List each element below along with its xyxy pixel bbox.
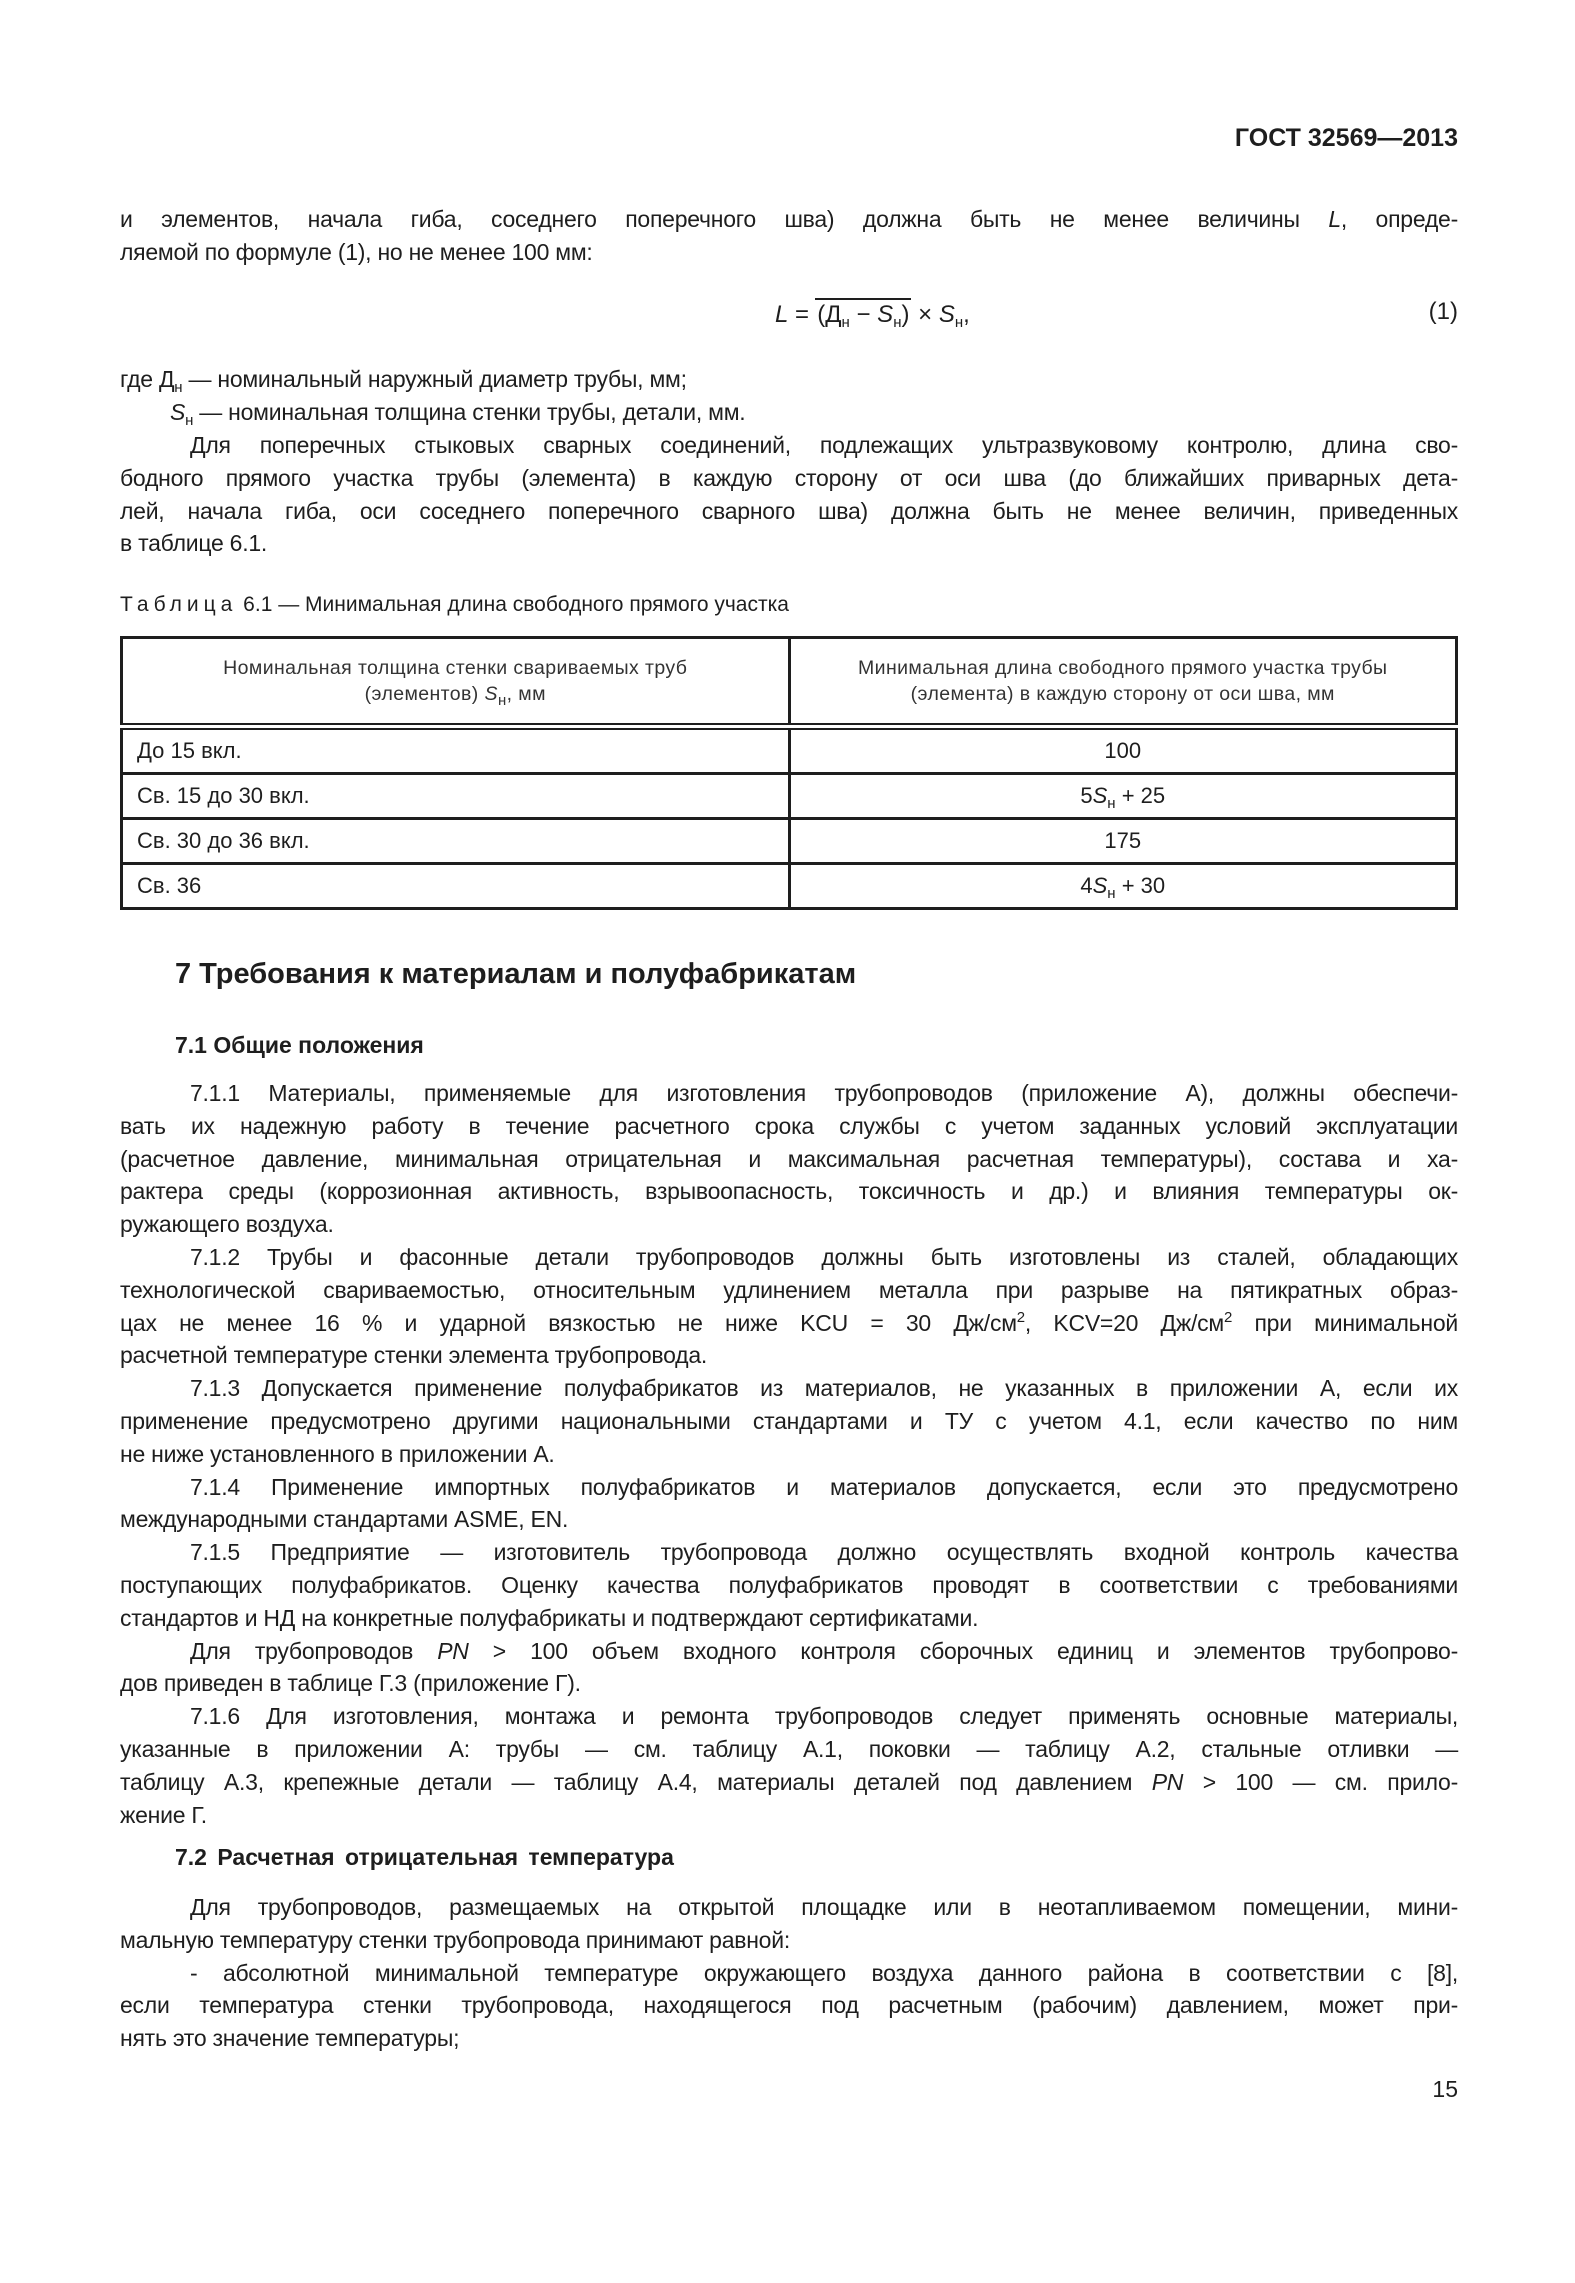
- text-line: [120, 1241, 1458, 1274]
- text-line: [120, 1077, 1458, 1110]
- text-line: [120, 1372, 1458, 1405]
- text-run: при минимальной: [1232, 1309, 1458, 1336]
- table-caption-prefix: Таблица: [120, 593, 238, 616]
- text-run: технологической свариваемостью, относительным удлинением металла при разрыве на пятикратных образ-: [120, 1276, 1458, 1303]
- text-line: [120, 1405, 1458, 1438]
- text-run: (элементов): [364, 683, 485, 705]
- subscript: н: [1107, 795, 1116, 812]
- text-run: международными стандартами ASME, EN.: [120, 1506, 569, 1533]
- header-line: [805, 681, 1442, 707]
- text-line: [120, 1339, 1458, 1372]
- square-root: [815, 298, 911, 330]
- italic-symbol: PN: [437, 1637, 469, 1664]
- text-run: + 30: [1115, 873, 1166, 898]
- header-line: [137, 655, 774, 681]
- formula-operator: −: [849, 301, 878, 328]
- text-line: [120, 1700, 1458, 1733]
- text-run: применение предусмотрено другими национальными стандартами и ТУ с учетом 4.1, если качество по ним: [120, 1407, 1458, 1434]
- text-line: [120, 1438, 1458, 1471]
- table-6-1: [120, 636, 1458, 910]
- text-line: [120, 1733, 1458, 1766]
- text-run: 7.1.4 Применение импортных полуфабрикатов и материалов допускается, если это предусмотрено: [190, 1473, 1458, 1500]
- text-run: ляемой по формуле (1), но не менее 100 мм:: [120, 238, 593, 265]
- text-run: Св. 36: [137, 873, 202, 898]
- text-run: ружающего воздуха.: [120, 1211, 334, 1238]
- text-run: рактера среды (коррозионная активность, взрывоопасность, токсичность и др.) и влияния температуры ок-: [120, 1178, 1458, 1205]
- formula-lhs: L =: [775, 301, 816, 328]
- text-run: Номинальная толщина стенки свариваемых труб: [223, 657, 688, 679]
- text-run: таблицу А.3, крепежные детали — таблицу А.4, материалы деталей под давлением: [120, 1768, 1152, 1795]
- text-line: [120, 1799, 1458, 1832]
- text-run: , KCV=20 Дж/см: [1024, 1309, 1224, 1336]
- table-caption: [120, 593, 789, 617]
- paragraph: [120, 1957, 1458, 2055]
- text-line: [120, 396, 1458, 429]
- text-run: Св. 15 до 30 вкл.: [137, 783, 310, 808]
- formula-term: S: [877, 301, 894, 328]
- paragraph: [120, 1635, 1458, 1701]
- formula-subscript: н: [841, 314, 850, 331]
- page-number: 15: [1432, 2076, 1458, 2102]
- cell-min-length: [789, 864, 1457, 909]
- text-line: [120, 1110, 1458, 1143]
- text-run: дов приведен в таблице Г.3 (приложение Г).: [120, 1670, 581, 1697]
- italic-symbol: S: [1092, 873, 1108, 898]
- table-row: [122, 727, 1457, 774]
- cell-thickness: [122, 864, 790, 909]
- text-run: 7.1.3 Допускается применение полуфабрикатов из материалов, не указанных в приложении А, если их: [190, 1375, 1458, 1402]
- subscript: н: [174, 379, 183, 396]
- cell-thickness: [122, 819, 790, 864]
- text-run: - абсолютной минимальной температуре окружающего воздуха данного района в соответствии с [8],: [190, 1959, 1458, 1986]
- intro-paragraph: [120, 203, 1458, 269]
- formula-term: S: [938, 301, 955, 328]
- text-line: [120, 495, 1458, 528]
- text-line: [120, 1957, 1458, 1990]
- column-header-length: [789, 638, 1457, 727]
- text-run: не ниже установленного в приложении А.: [120, 1440, 555, 1467]
- formula-term: ): [901, 301, 910, 328]
- text-line: [120, 429, 1458, 462]
- text-run: Для трубопроводов, размещаемых на открытой площадке или в неотапливаемом помещении, мини-: [190, 1894, 1458, 1920]
- header-line: [137, 681, 774, 707]
- text-run: 7.1.2 Трубы и фасонные детали трубопроводов должны быть изготовлены из сталей, обладающих: [190, 1243, 1458, 1270]
- text-line: [120, 1989, 1458, 2022]
- cell-min-length: [789, 774, 1457, 819]
- subscript: н: [1107, 885, 1116, 902]
- column-header-thickness: [122, 638, 790, 727]
- text-line: [120, 1891, 1458, 1924]
- text-run: , опреде-: [1340, 206, 1458, 232]
- ultrasonic-paragraph: [120, 429, 1458, 560]
- text-run: бодного прямого участка трубы (элемента) в каждую сторону от оси шва (до ближайших приварных дета-: [120, 464, 1458, 491]
- table-row: [122, 774, 1457, 819]
- text-run: указанные в приложении А: трубы — см. таблицу А.1, поковки — таблицу А.2, стальные отливки —: [120, 1735, 1458, 1762]
- superscript: 2: [1016, 1308, 1025, 1326]
- section-7-2-heading: 7.2 Расчетная отрицательная температура: [175, 1844, 674, 1870]
- text-line: [120, 1208, 1458, 1241]
- paragraph: [120, 1241, 1458, 1372]
- cell-min-length: [789, 819, 1457, 864]
- text-run: (расчетное давление, минимальная отрицательная и максимальная расчетная температуры), состава и ха-: [120, 1145, 1458, 1172]
- subscript: н: [185, 411, 194, 429]
- section-7-1-body: [120, 1077, 1458, 1831]
- formula-operator: ×: [911, 301, 939, 328]
- text-run: поступающих полуфабрикатов. Оценку качества полуфабрикатов проводят в соответствии с требованиями: [120, 1571, 1458, 1598]
- text-run: лей, начала гиба, оси соседнего поперечного сварного шва) должна быть не менее величин, приведенных: [120, 497, 1458, 524]
- text-line: [120, 236, 1458, 269]
- italic-symbol: S: [170, 398, 186, 425]
- text-line: [120, 1924, 1458, 1957]
- document-number-header: ГОСТ 32569—2013: [1234, 124, 1458, 152]
- subscript: н: [497, 692, 507, 709]
- text-run: вать их надежную работу в течение расчетного срока службы с учетом заданных условий эксплуатации: [120, 1112, 1458, 1139]
- text-run: мальную температуру стенки трубопровода принимают равной:: [120, 1926, 790, 1953]
- text-run: До 15 вкл.: [137, 738, 242, 763]
- text-line: [120, 1635, 1458, 1668]
- table-caption-text: 6.1 — Минимальная длина свободного прямого участка: [237, 593, 789, 616]
- text-line: [120, 1569, 1458, 1602]
- text-run: если температура стенки трубопровода, находящегося под расчетным (рабочим) давлением, может при-: [120, 1992, 1458, 2019]
- paragraph: [120, 1536, 1458, 1634]
- cell-min-length: [789, 727, 1457, 774]
- text-run: и элементов, начала гиба, соседнего поперечного шва) должна быть не менее величины: [120, 206, 1329, 232]
- text-run: 100: [1104, 738, 1142, 763]
- where-definitions: [120, 363, 1458, 429]
- text-run: — номинальная толщина стенки трубы, детали, мм.: [193, 398, 746, 425]
- formula-1: [120, 298, 1458, 338]
- text-line: [120, 1175, 1458, 1208]
- text-line: [120, 1503, 1458, 1536]
- formula-punct: ,: [963, 301, 970, 328]
- text-run: > 100 объем входного контроля сборочных единиц и элементов трубопрово-: [468, 1637, 1458, 1664]
- text-line: [120, 2022, 1458, 2055]
- text-line: [120, 1536, 1458, 1569]
- text-line: [120, 1602, 1458, 1635]
- text-line: [120, 527, 1458, 560]
- cell-thickness: [122, 774, 790, 819]
- text-line: [120, 462, 1458, 495]
- formula-subscript: н: [893, 314, 902, 331]
- text-run: Минимальная длина свободного прямого участка трубы: [858, 657, 1388, 679]
- text-run: Для поперечных стыковых сварных соединений, подлежащих ультразвуковому контролю, длина сво-: [190, 432, 1458, 458]
- section-7-heading: 7 Требования к материалам и полуфабрикатам: [175, 958, 857, 990]
- text-run: Св. 30 до 36 вкл.: [137, 828, 310, 853]
- formula-expression: [775, 298, 970, 330]
- formula-number: (1): [1428, 298, 1458, 325]
- text-line: [120, 363, 1458, 396]
- italic-symbol: L: [1328, 206, 1341, 232]
- text-run: 4: [1080, 873, 1093, 898]
- text-run: в таблице 6.1.: [120, 530, 268, 557]
- text-line: [120, 203, 1458, 236]
- text-run: (элемента) в каждую сторону от оси шва, мм: [910, 683, 1335, 705]
- header-line: [805, 655, 1442, 681]
- text-run: нять это значение температуры;: [120, 2025, 460, 2052]
- text-line: [120, 1274, 1458, 1307]
- text-line: [120, 1307, 1458, 1340]
- text-run: где Д: [120, 366, 175, 392]
- superscript: 2: [1223, 1308, 1233, 1326]
- text-run: расчетной температуре стенки элемента трубопровода.: [120, 1342, 708, 1369]
- cell-thickness: [122, 727, 790, 774]
- text-run: > 100 — см. прило-: [1183, 1768, 1458, 1795]
- text-run: — номинальный наружный диаметр трубы, мм;: [182, 366, 687, 392]
- paragraph: [120, 1372, 1458, 1470]
- text-run: , мм: [506, 683, 546, 705]
- italic-symbol: PN: [1151, 1768, 1184, 1795]
- text-run: 7.1.6 Для изготовления, монтажа и ремонта трубопроводов следует применять основные материалы,: [190, 1703, 1458, 1730]
- italic-symbol: S: [484, 683, 498, 705]
- table-row: [122, 819, 1457, 864]
- paragraph: [120, 1891, 1458, 1957]
- formula-term: (Д: [817, 301, 842, 328]
- formula-subscript: н: [954, 314, 964, 331]
- text-run: 7.1.5 Предприятие — изготовитель трубопровода должно осуществлять входной контроль качества: [190, 1539, 1458, 1566]
- italic-symbol: S: [1092, 783, 1108, 808]
- text-run: 5: [1080, 783, 1093, 808]
- paragraph: [120, 1700, 1458, 1831]
- text-run: Для трубопроводов: [190, 1637, 438, 1664]
- text-run: цах не менее 16 % и ударной вязкостью не ниже KCU = 30 Дж/см: [120, 1309, 1017, 1336]
- section-7-1-heading: 7.1 Общие положения: [175, 1032, 424, 1058]
- text-run: 175: [1104, 828, 1142, 853]
- paragraph: [120, 1077, 1458, 1241]
- paragraph: [120, 1471, 1458, 1537]
- text-line: [120, 1667, 1458, 1700]
- text-run: + 25: [1115, 783, 1166, 808]
- text-run: 7.1.1 Материалы, применяемые для изготовления трубопроводов (приложение А), должны обеспечи-: [190, 1080, 1458, 1106]
- section-7-2-body: [120, 1891, 1458, 2055]
- text-run: жение Г.: [120, 1801, 207, 1828]
- table-row: [122, 864, 1457, 909]
- text-run: стандартов и НД на конкретные полуфабрикаты и подтверждают сертификатами.: [120, 1604, 979, 1631]
- text-line: [120, 1766, 1458, 1799]
- text-line: [120, 1143, 1458, 1176]
- text-line: [120, 1471, 1458, 1504]
